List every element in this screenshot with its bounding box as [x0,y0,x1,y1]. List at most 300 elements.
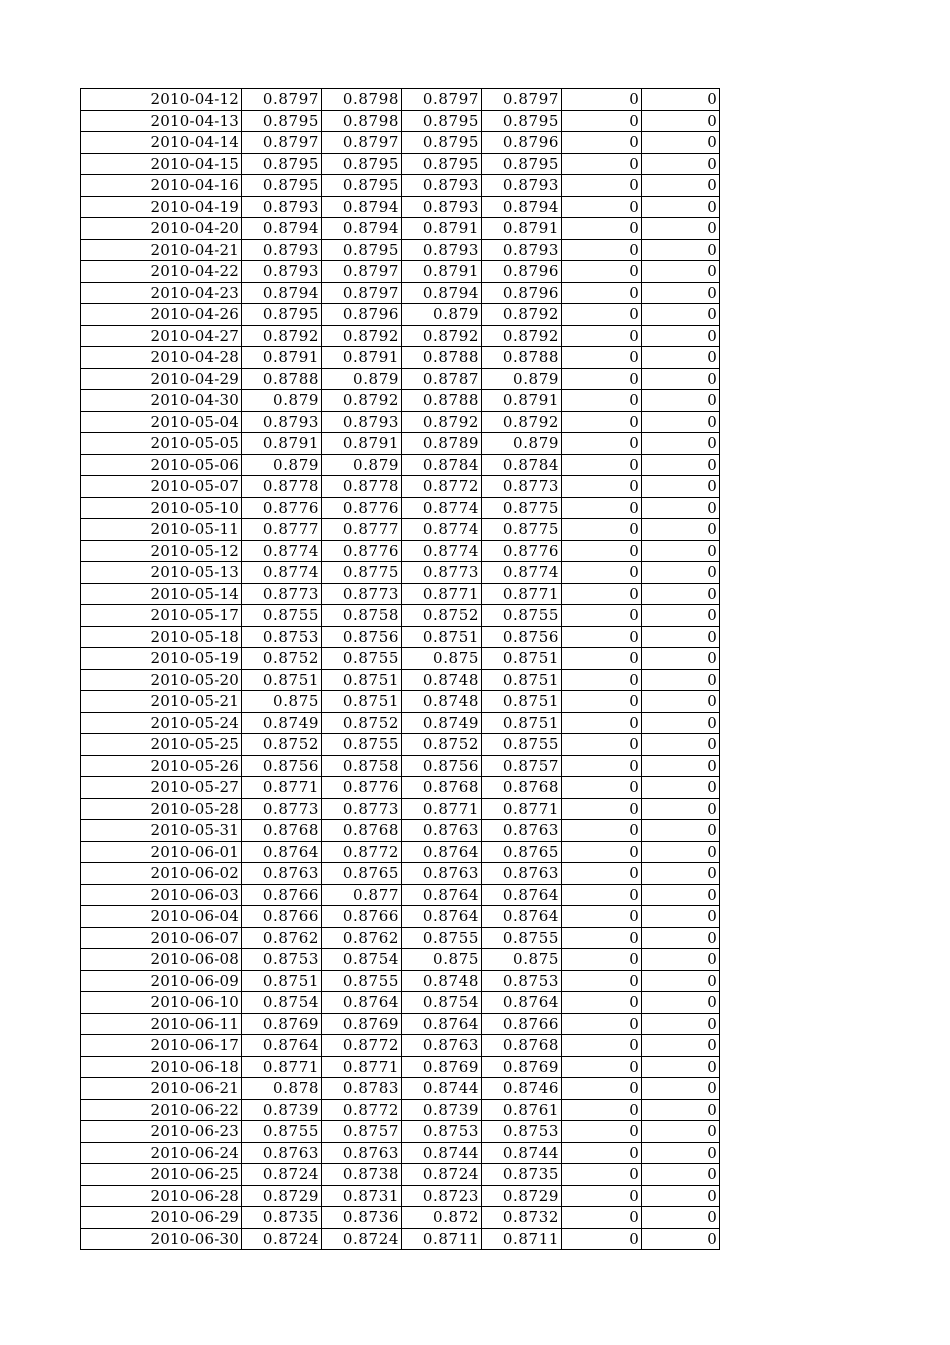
value-cell: 0.8765 [322,863,402,885]
count-cell: 0 [642,325,720,347]
date-cell: 2010-04-19 [81,196,242,218]
value-cell: 0.8798 [322,89,402,111]
value-cell: 0.8764 [482,884,562,906]
count-cell: 0 [642,884,720,906]
table-row [81,218,720,240]
date-cell: 2010-05-07 [81,476,242,498]
date-cell: 2010-05-10 [81,497,242,519]
count-cell: 0 [642,304,720,326]
value-cell: 0.8795 [402,132,482,154]
value-cell: 0.8724 [242,1164,322,1186]
value-cell: 0.8792 [322,390,402,412]
value-cell: 0.8751 [482,691,562,713]
date-cell: 2010-06-23 [81,1121,242,1143]
count-cell: 0 [562,1099,642,1121]
date-cell: 2010-06-10 [81,992,242,1014]
count-cell: 0 [642,583,720,605]
count-cell: 0 [562,949,642,971]
table-row [81,110,720,132]
table-row [81,132,720,154]
value-cell: 0.8793 [402,196,482,218]
count-cell: 0 [642,476,720,498]
date-cell: 2010-06-04 [81,906,242,928]
table-row [81,1185,720,1207]
value-cell: 0.8761 [482,1099,562,1121]
value-cell: 0.8752 [402,734,482,756]
count-cell: 0 [642,863,720,885]
table-row [81,927,720,949]
count-cell: 0 [642,411,720,433]
table-row [81,433,720,455]
count-cell: 0 [642,626,720,648]
value-cell: 0.8755 [482,927,562,949]
date-cell: 2010-06-28 [81,1185,242,1207]
value-cell: 0.8751 [242,669,322,691]
count-cell: 0 [562,755,642,777]
value-cell: 0.8774 [402,497,482,519]
value-cell: 0.8792 [242,325,322,347]
value-cell: 0.8768 [322,820,402,842]
value-cell: 0.8754 [322,949,402,971]
value-cell: 0.8731 [322,1185,402,1207]
value-cell: 0.8771 [402,798,482,820]
count-cell: 0 [642,906,720,928]
value-cell: 0.8793 [402,175,482,197]
value-cell: 0.8769 [322,1013,402,1035]
value-cell: 0.8772 [322,1099,402,1121]
date-cell: 2010-05-21 [81,691,242,713]
value-cell: 0.8744 [402,1142,482,1164]
date-cell: 2010-05-14 [81,583,242,605]
value-cell: 0.8768 [242,820,322,842]
value-cell: 0.8729 [242,1185,322,1207]
count-cell: 0 [562,1013,642,1035]
value-cell: 0.8773 [402,562,482,584]
value-cell: 0.8752 [242,734,322,756]
count-cell: 0 [642,949,720,971]
value-cell: 0.8795 [322,175,402,197]
value-cell: 0.879 [402,304,482,326]
table-row [81,196,720,218]
count-cell: 0 [642,841,720,863]
value-cell: 0.8776 [322,540,402,562]
value-cell: 0.872 [402,1207,482,1229]
value-cell: 0.8755 [242,1121,322,1143]
table-row [81,562,720,584]
table-row [81,1228,720,1250]
count-cell: 0 [562,691,642,713]
value-cell: 0.8739 [242,1099,322,1121]
value-cell: 0.8762 [322,927,402,949]
value-cell: 0.8784 [402,454,482,476]
value-cell: 0.8754 [242,992,322,1014]
value-cell: 0.8764 [322,992,402,1014]
count-cell: 0 [562,970,642,992]
count-cell: 0 [562,1207,642,1229]
count-cell: 0 [562,798,642,820]
count-cell: 0 [642,519,720,541]
table-row [81,1013,720,1035]
table-row [81,368,720,390]
date-cell: 2010-06-01 [81,841,242,863]
value-cell: 0.8792 [482,304,562,326]
value-cell: 0.8792 [322,325,402,347]
count-cell: 0 [642,497,720,519]
table-row [81,1035,720,1057]
table-row [81,239,720,261]
table-row [81,175,720,197]
count-cell: 0 [642,1228,720,1250]
value-cell: 0.8793 [482,239,562,261]
count-cell: 0 [562,196,642,218]
value-cell: 0.8797 [322,261,402,283]
value-cell: 0.8757 [482,755,562,777]
count-cell: 0 [562,777,642,799]
value-cell: 0.8751 [482,648,562,670]
date-cell: 2010-04-29 [81,368,242,390]
value-cell: 0.8735 [242,1207,322,1229]
date-cell: 2010-05-28 [81,798,242,820]
table-row [81,390,720,412]
value-cell: 0.8754 [402,992,482,1014]
value-cell: 0.8795 [322,153,402,175]
value-cell: 0.8723 [402,1185,482,1207]
count-cell: 0 [562,1185,642,1207]
value-cell: 0.8751 [482,669,562,691]
value-cell: 0.8791 [482,390,562,412]
date-cell: 2010-05-05 [81,433,242,455]
value-cell: 0.8729 [482,1185,562,1207]
value-cell: 0.8794 [482,196,562,218]
value-cell: 0.8755 [482,605,562,627]
value-cell: 0.8788 [482,347,562,369]
value-cell: 0.8732 [482,1207,562,1229]
value-cell: 0.8775 [482,519,562,541]
count-cell: 0 [562,626,642,648]
value-cell: 0.8756 [322,626,402,648]
table-row [81,712,720,734]
count-cell: 0 [642,691,720,713]
value-cell: 0.8793 [482,175,562,197]
count-cell: 0 [562,368,642,390]
count-cell: 0 [642,282,720,304]
value-cell: 0.8763 [402,1035,482,1057]
count-cell: 0 [562,1121,642,1143]
value-cell: 0.8766 [482,1013,562,1035]
date-cell: 2010-04-15 [81,153,242,175]
count-cell: 0 [642,1056,720,1078]
value-cell: 0.8789 [402,433,482,455]
count-cell: 0 [562,669,642,691]
value-cell: 0.8793 [402,239,482,261]
value-cell: 0.8771 [482,583,562,605]
table-row [81,777,720,799]
date-cell: 2010-06-03 [81,884,242,906]
count-cell: 0 [562,1142,642,1164]
value-cell: 0.875 [242,691,322,713]
value-cell: 0.8764 [242,841,322,863]
date-cell: 2010-06-30 [81,1228,242,1250]
count-cell: 0 [642,347,720,369]
value-cell: 0.8771 [482,798,562,820]
count-cell: 0 [562,282,642,304]
value-cell: 0.8795 [402,110,482,132]
count-cell: 0 [642,153,720,175]
value-cell: 0.8763 [402,863,482,885]
count-cell: 0 [562,132,642,154]
value-cell: 0.8784 [482,454,562,476]
value-cell: 0.8755 [242,605,322,627]
value-cell: 0.8749 [402,712,482,734]
value-cell: 0.8763 [482,820,562,842]
value-cell: 0.8768 [482,1035,562,1057]
value-cell: 0.8751 [322,669,402,691]
count-cell: 0 [562,454,642,476]
value-cell: 0.8795 [242,110,322,132]
date-cell: 2010-05-26 [81,755,242,777]
count-cell: 0 [642,798,720,820]
value-cell: 0.8763 [242,863,322,885]
value-cell: 0.8764 [242,1035,322,1057]
table-row [81,282,720,304]
value-cell: 0.8751 [322,691,402,713]
value-cell: 0.8774 [402,540,482,562]
value-cell: 0.8764 [402,906,482,928]
value-cell: 0.8753 [482,970,562,992]
count-cell: 0 [642,1099,720,1121]
count-cell: 0 [642,648,720,670]
value-cell: 0.8793 [242,261,322,283]
date-cell: 2010-06-22 [81,1099,242,1121]
value-cell: 0.8795 [242,175,322,197]
value-cell: 0.8752 [322,712,402,734]
value-cell: 0.8773 [322,583,402,605]
table-body [81,89,720,1250]
value-cell: 0.8764 [482,992,562,1014]
count-cell: 0 [642,368,720,390]
count-cell: 0 [562,863,642,885]
value-cell: 0.8771 [242,1056,322,1078]
count-cell: 0 [642,540,720,562]
count-cell: 0 [562,1078,642,1100]
value-cell: 0.8764 [402,1013,482,1035]
value-cell: 0.875 [402,648,482,670]
date-cell: 2010-04-22 [81,261,242,283]
value-cell: 0.8793 [242,196,322,218]
count-cell: 0 [642,218,720,240]
count-cell: 0 [562,841,642,863]
table-row [81,605,720,627]
date-cell: 2010-06-09 [81,970,242,992]
table-row [81,411,720,433]
value-cell: 0.8756 [402,755,482,777]
value-cell: 0.8791 [402,218,482,240]
value-cell: 0.8763 [322,1142,402,1164]
date-cell: 2010-06-17 [81,1035,242,1057]
date-cell: 2010-06-18 [81,1056,242,1078]
value-cell: 0.8772 [322,841,402,863]
value-cell: 0.879 [482,368,562,390]
count-cell: 0 [562,562,642,584]
count-cell: 0 [562,476,642,498]
date-cell: 2010-04-27 [81,325,242,347]
value-cell: 0.8755 [322,734,402,756]
count-cell: 0 [642,1078,720,1100]
count-cell: 0 [642,261,720,283]
value-cell: 0.879 [242,454,322,476]
count-cell: 0 [642,390,720,412]
value-cell: 0.8773 [482,476,562,498]
value-cell: 0.8724 [242,1228,322,1250]
count-cell: 0 [642,562,720,584]
date-cell: 2010-04-12 [81,89,242,111]
date-cell: 2010-06-25 [81,1164,242,1186]
value-cell: 0.8751 [482,712,562,734]
count-cell: 0 [562,1228,642,1250]
count-cell: 0 [642,734,720,756]
date-cell: 2010-05-20 [81,669,242,691]
value-cell: 0.8769 [402,1056,482,1078]
value-cell: 0.8711 [482,1228,562,1250]
value-cell: 0.8746 [482,1078,562,1100]
count-cell: 0 [642,992,720,1014]
count-cell: 0 [642,454,720,476]
count-cell: 0 [642,110,720,132]
table-row [81,863,720,885]
value-cell: 0.8744 [482,1142,562,1164]
value-cell: 0.8748 [402,970,482,992]
count-cell: 0 [642,1164,720,1186]
value-cell: 0.8787 [402,368,482,390]
count-cell: 0 [562,390,642,412]
value-cell: 0.8748 [402,691,482,713]
value-cell: 0.8796 [322,304,402,326]
count-cell: 0 [642,1207,720,1229]
count-cell: 0 [562,110,642,132]
value-cell: 0.8796 [482,132,562,154]
value-cell: 0.8795 [322,239,402,261]
value-cell: 0.8758 [322,605,402,627]
date-cell: 2010-06-29 [81,1207,242,1229]
value-cell: 0.8795 [482,153,562,175]
value-cell: 0.8797 [482,89,562,111]
table-row [81,497,720,519]
value-cell: 0.8766 [322,906,402,928]
value-cell: 0.8768 [402,777,482,799]
table-row [81,1078,720,1100]
count-cell: 0 [562,261,642,283]
count-cell: 0 [642,755,720,777]
table-row [81,304,720,326]
value-cell: 0.8753 [482,1121,562,1143]
value-cell: 0.8791 [242,347,322,369]
table-row [81,798,720,820]
value-cell: 0.8774 [482,562,562,584]
value-cell: 0.8763 [402,820,482,842]
value-cell: 0.875 [482,949,562,971]
date-cell: 2010-05-19 [81,648,242,670]
count-cell: 0 [642,239,720,261]
value-cell: 0.8744 [402,1078,482,1100]
count-cell: 0 [562,540,642,562]
value-cell: 0.8797 [242,132,322,154]
value-cell: 0.8748 [402,669,482,691]
date-cell: 2010-05-25 [81,734,242,756]
table-row [81,347,720,369]
value-cell: 0.8795 [242,304,322,326]
value-cell: 0.8772 [322,1035,402,1057]
value-cell: 0.8796 [482,282,562,304]
value-cell: 0.8769 [482,1056,562,1078]
count-cell: 0 [562,411,642,433]
value-cell: 0.877 [322,884,402,906]
count-cell: 0 [562,239,642,261]
value-cell: 0.8771 [242,777,322,799]
value-cell: 0.8758 [322,755,402,777]
count-cell: 0 [562,648,642,670]
count-cell: 0 [642,669,720,691]
value-cell: 0.8711 [402,1228,482,1250]
table-row [81,949,720,971]
count-cell: 0 [562,89,642,111]
count-cell: 0 [562,906,642,928]
value-cell: 0.8792 [482,325,562,347]
table-row [81,89,720,111]
date-cell: 2010-05-31 [81,820,242,842]
value-cell: 0.8778 [322,476,402,498]
count-cell: 0 [642,196,720,218]
value-cell: 0.8753 [242,949,322,971]
count-cell: 0 [642,1013,720,1035]
table-row [81,1099,720,1121]
table-row [81,583,720,605]
value-cell: 0.8791 [322,347,402,369]
value-cell: 0.8793 [242,411,322,433]
count-cell: 0 [562,605,642,627]
count-cell: 0 [642,1121,720,1143]
date-cell: 2010-05-24 [81,712,242,734]
value-cell: 0.8724 [402,1164,482,1186]
data-table [80,88,720,1250]
value-cell: 0.8797 [322,282,402,304]
date-cell: 2010-05-18 [81,626,242,648]
value-cell: 0.8772 [402,476,482,498]
date-cell: 2010-06-08 [81,949,242,971]
date-cell: 2010-05-06 [81,454,242,476]
count-cell: 0 [562,433,642,455]
value-cell: 0.8773 [242,798,322,820]
table-row [81,325,720,347]
table-row [81,691,720,713]
count-cell: 0 [642,1185,720,1207]
date-cell: 2010-04-16 [81,175,242,197]
count-cell: 0 [642,712,720,734]
value-cell: 0.8771 [322,1056,402,1078]
value-cell: 0.8752 [402,605,482,627]
value-cell: 0.8766 [242,906,322,928]
date-cell: 2010-05-27 [81,777,242,799]
date-cell: 2010-05-12 [81,540,242,562]
count-cell: 0 [562,497,642,519]
value-cell: 0.8751 [242,970,322,992]
value-cell: 0.8797 [402,89,482,111]
value-cell: 0.8776 [242,497,322,519]
value-cell: 0.8791 [322,433,402,455]
value-cell: 0.8752 [242,648,322,670]
date-cell: 2010-04-13 [81,110,242,132]
count-cell: 0 [642,175,720,197]
value-cell: 0.8756 [482,626,562,648]
